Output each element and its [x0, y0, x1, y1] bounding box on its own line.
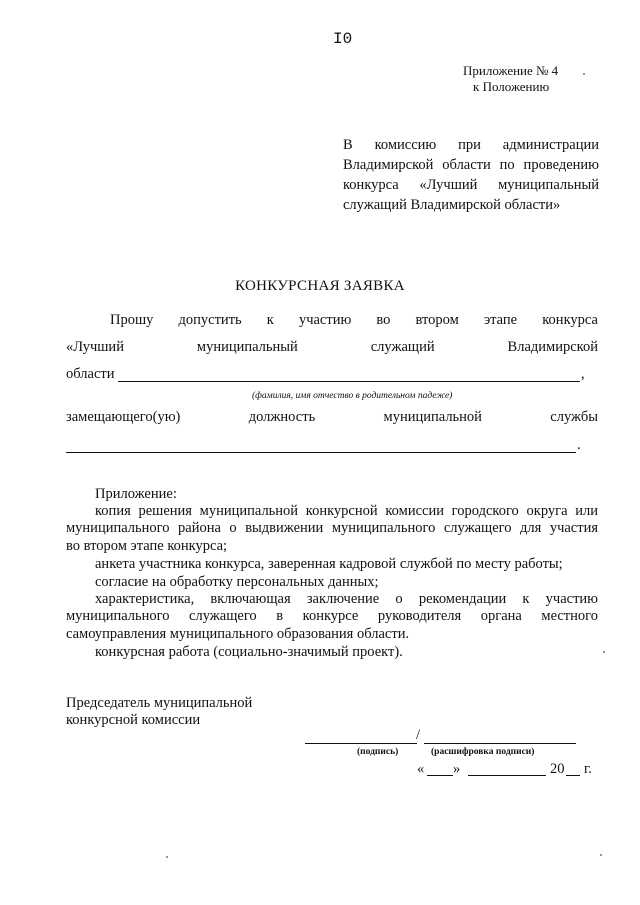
- name-fill-line: [118, 381, 580, 382]
- request-word: этапе: [483, 312, 518, 328]
- request-word: конкурса: [542, 312, 598, 328]
- request-word: должность: [248, 409, 316, 425]
- year-suffix: г.: [584, 761, 592, 777]
- name-hint: (фамилия, имя отчество в родительном падеже): [252, 391, 453, 401]
- attachment-item-5: конкурсная работа (социально-значимый проект).: [95, 644, 403, 660]
- request-word: муниципальный: [196, 339, 298, 355]
- signature-label: (подпись): [357, 747, 399, 757]
- attachment-line: во втором этапе конкурса;: [66, 537, 228, 554]
- request-word: во: [376, 312, 391, 328]
- attachment-item-3: согласие на обработку персональных данных;: [95, 574, 379, 590]
- request-word: муниципальной: [383, 409, 482, 425]
- month-fill-line: [468, 775, 546, 776]
- attachment-item-2: анкета участника конкурса, заверенная кадровой службой по месту работы;: [95, 556, 563, 572]
- request-word: замещающего(ую): [66, 409, 181, 425]
- year-prefix: 20: [550, 761, 565, 777]
- request-word: допустить: [178, 312, 242, 328]
- request-word: втором: [415, 312, 459, 328]
- region-label: области: [66, 366, 115, 382]
- document-title: КОНКУРСНАЯ ЗАЯВКА: [235, 278, 405, 294]
- signature-fill-line: [305, 743, 417, 744]
- attachment-line: самоуправления муниципального образования области.: [66, 625, 410, 642]
- request-line-2: [66, 339, 598, 356]
- addressee-line: Владимирской области по проведению: [343, 157, 599, 173]
- scan-speck: [166, 856, 168, 858]
- decode-fill-line: [424, 743, 576, 744]
- attachment-line: муниципального служащего в конкурсе руководителя органа местного: [66, 608, 598, 625]
- chair-title-line-1: Председатель муниципальной: [66, 695, 253, 711]
- request-word: Владимирской: [507, 339, 598, 355]
- scan-speck: [600, 854, 602, 856]
- appendix-reference: к Положению: [473, 79, 550, 94]
- chair-title-line-2: конкурсной комиссии: [66, 712, 201, 728]
- date-quote-open: «: [417, 761, 425, 777]
- addressee-line: служащий Владимирской области»: [343, 197, 561, 213]
- request-line-1: [110, 312, 598, 329]
- date-quote-close: »: [453, 761, 461, 777]
- attachment-line: копия решения муниципальной конкурсной комиссии городского округа или: [95, 503, 598, 519]
- comma: ,: [581, 366, 585, 382]
- attachment-item-4: [66, 591, 598, 643]
- day-fill-line: [427, 775, 453, 776]
- addressee-block: [343, 135, 599, 215]
- request-word: службы: [550, 409, 598, 425]
- request-line-4: [66, 409, 598, 426]
- scan-speck: [603, 651, 605, 653]
- attachment-item-1: [66, 503, 598, 555]
- request-word: «Лучший: [66, 339, 124, 355]
- request-word: служащий: [370, 339, 435, 355]
- position-fill-line: [66, 452, 576, 453]
- period: .: [577, 437, 581, 453]
- request-word: участию: [298, 312, 352, 328]
- request-word: Прошу: [110, 312, 154, 328]
- signature-slash: /: [416, 727, 421, 743]
- attachment-line: характеристика, включающая заключение о рекомендации к участию: [95, 591, 598, 607]
- addressee-line: В комиссию при администрации: [343, 137, 599, 153]
- page-number: I0: [333, 30, 353, 48]
- appendix-number: Приложение № 4: [463, 63, 559, 78]
- scan-speck: [583, 73, 585, 75]
- request-word: к: [266, 312, 274, 328]
- signature-decode-label: (расшифровка подписи): [431, 747, 535, 757]
- addressee-line: конкурса «Лучший муниципальный: [343, 177, 599, 193]
- year-fill-line: [566, 775, 580, 776]
- attachments-heading: Приложение:: [95, 486, 177, 502]
- attachment-line: муниципального района о выдвижении муниципального служащего для участия: [66, 520, 598, 537]
